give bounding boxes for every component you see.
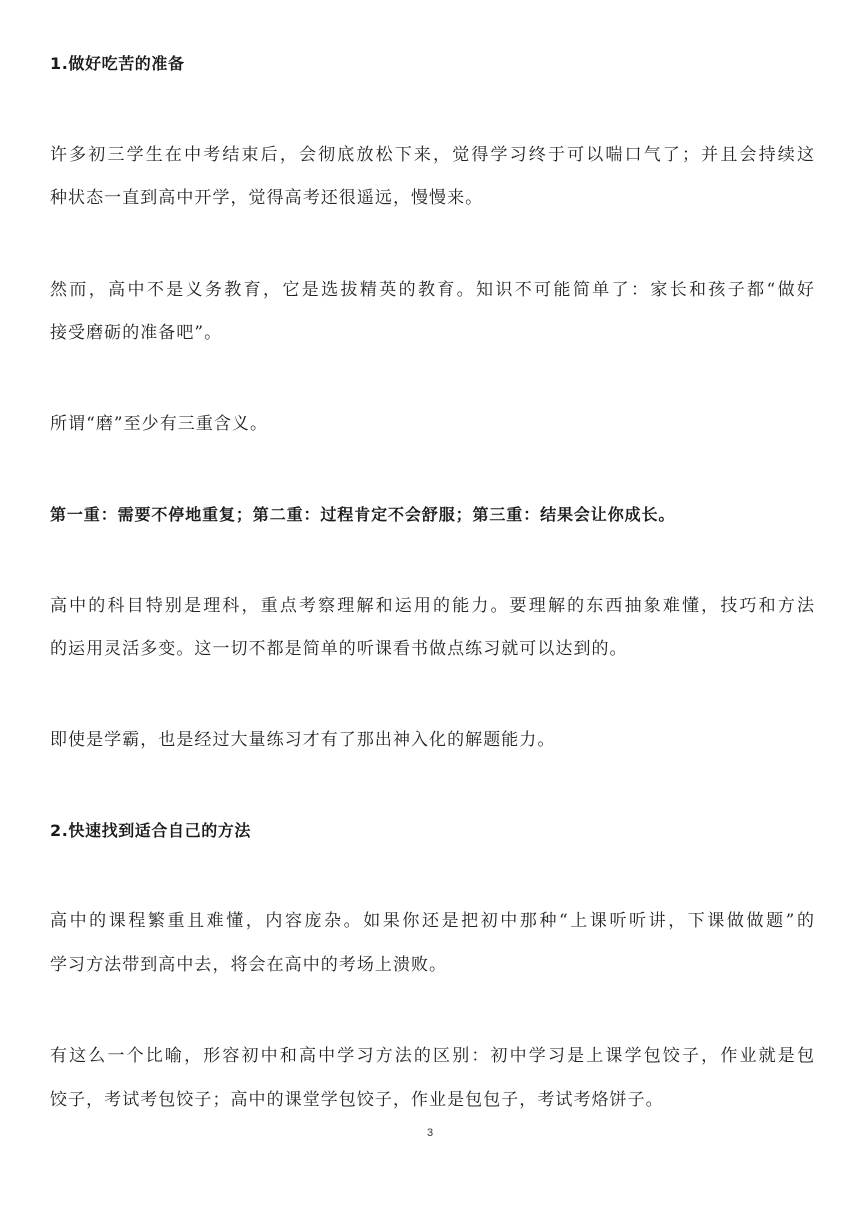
page-number: 3 [426,1127,434,1139]
paragraph-6-line-1: 即使是学霸，也是经过大量练习才有了那出神入化的解题能力。 [50,730,556,750]
paragraph-1-line-2: 种状态一直到高中开学，觉得高考还很遥远，慢慢来。 [50,188,484,208]
document-page [50,0,815,1216]
paragraph-5-line-1: 高中的科目特别是理科，重点考察理解和运用的能力。要理解的东西抽象难懂，技巧和方法 [50,596,815,616]
section-heading-2: 2.快速找到适合自己的方法 [50,821,252,840]
paragraph-3-line-1: 所谓“磨”至少有三重含义。 [50,414,269,434]
paragraph-1-line-1: 许多初三学生在中考结束后，会彻底放松下来，觉得学习终于可以喘口气了；并且会持续这 [50,145,815,165]
section-heading-1: 1.做好吃苦的准备 [50,54,185,73]
bold-paragraph-line-1: 第一重：需要不停地重复；第二重：过程肯定不会舒服；第三重：结果会让你成长。 [50,505,676,524]
paragraph-2-line-1: 然而，高中不是义务教育，它是选拔精英的教育。知识不可能简单了：家长和孩子都“做好 [50,280,815,300]
paragraph-8-line-2: 饺子，考试考包饺子；高中的课堂学包饺子，作业是包包子，考试考烙饼子。 [50,1090,664,1110]
paragraph-8-line-1: 有这么一个比喻，形容初中和高中学习方法的区别：初中学习是上课学包饺子，作业就是包 [50,1046,815,1066]
paragraph-2-line-2: 接受磨砺的准备吧”。 [50,323,223,343]
paragraph-7-line-2: 学习方法带到高中去，将会在高中的考场上溃败。 [50,955,448,975]
paragraph-5-line-2: 的运用灵活多变。这一切不都是简单的听课看书做点练习就可以达到的。 [50,639,628,659]
paragraph-7-line-1: 高中的课程繁重且难懂，内容庞杂。如果你还是把初中那种“上课听听讲，下课做做题”的 [50,911,815,931]
